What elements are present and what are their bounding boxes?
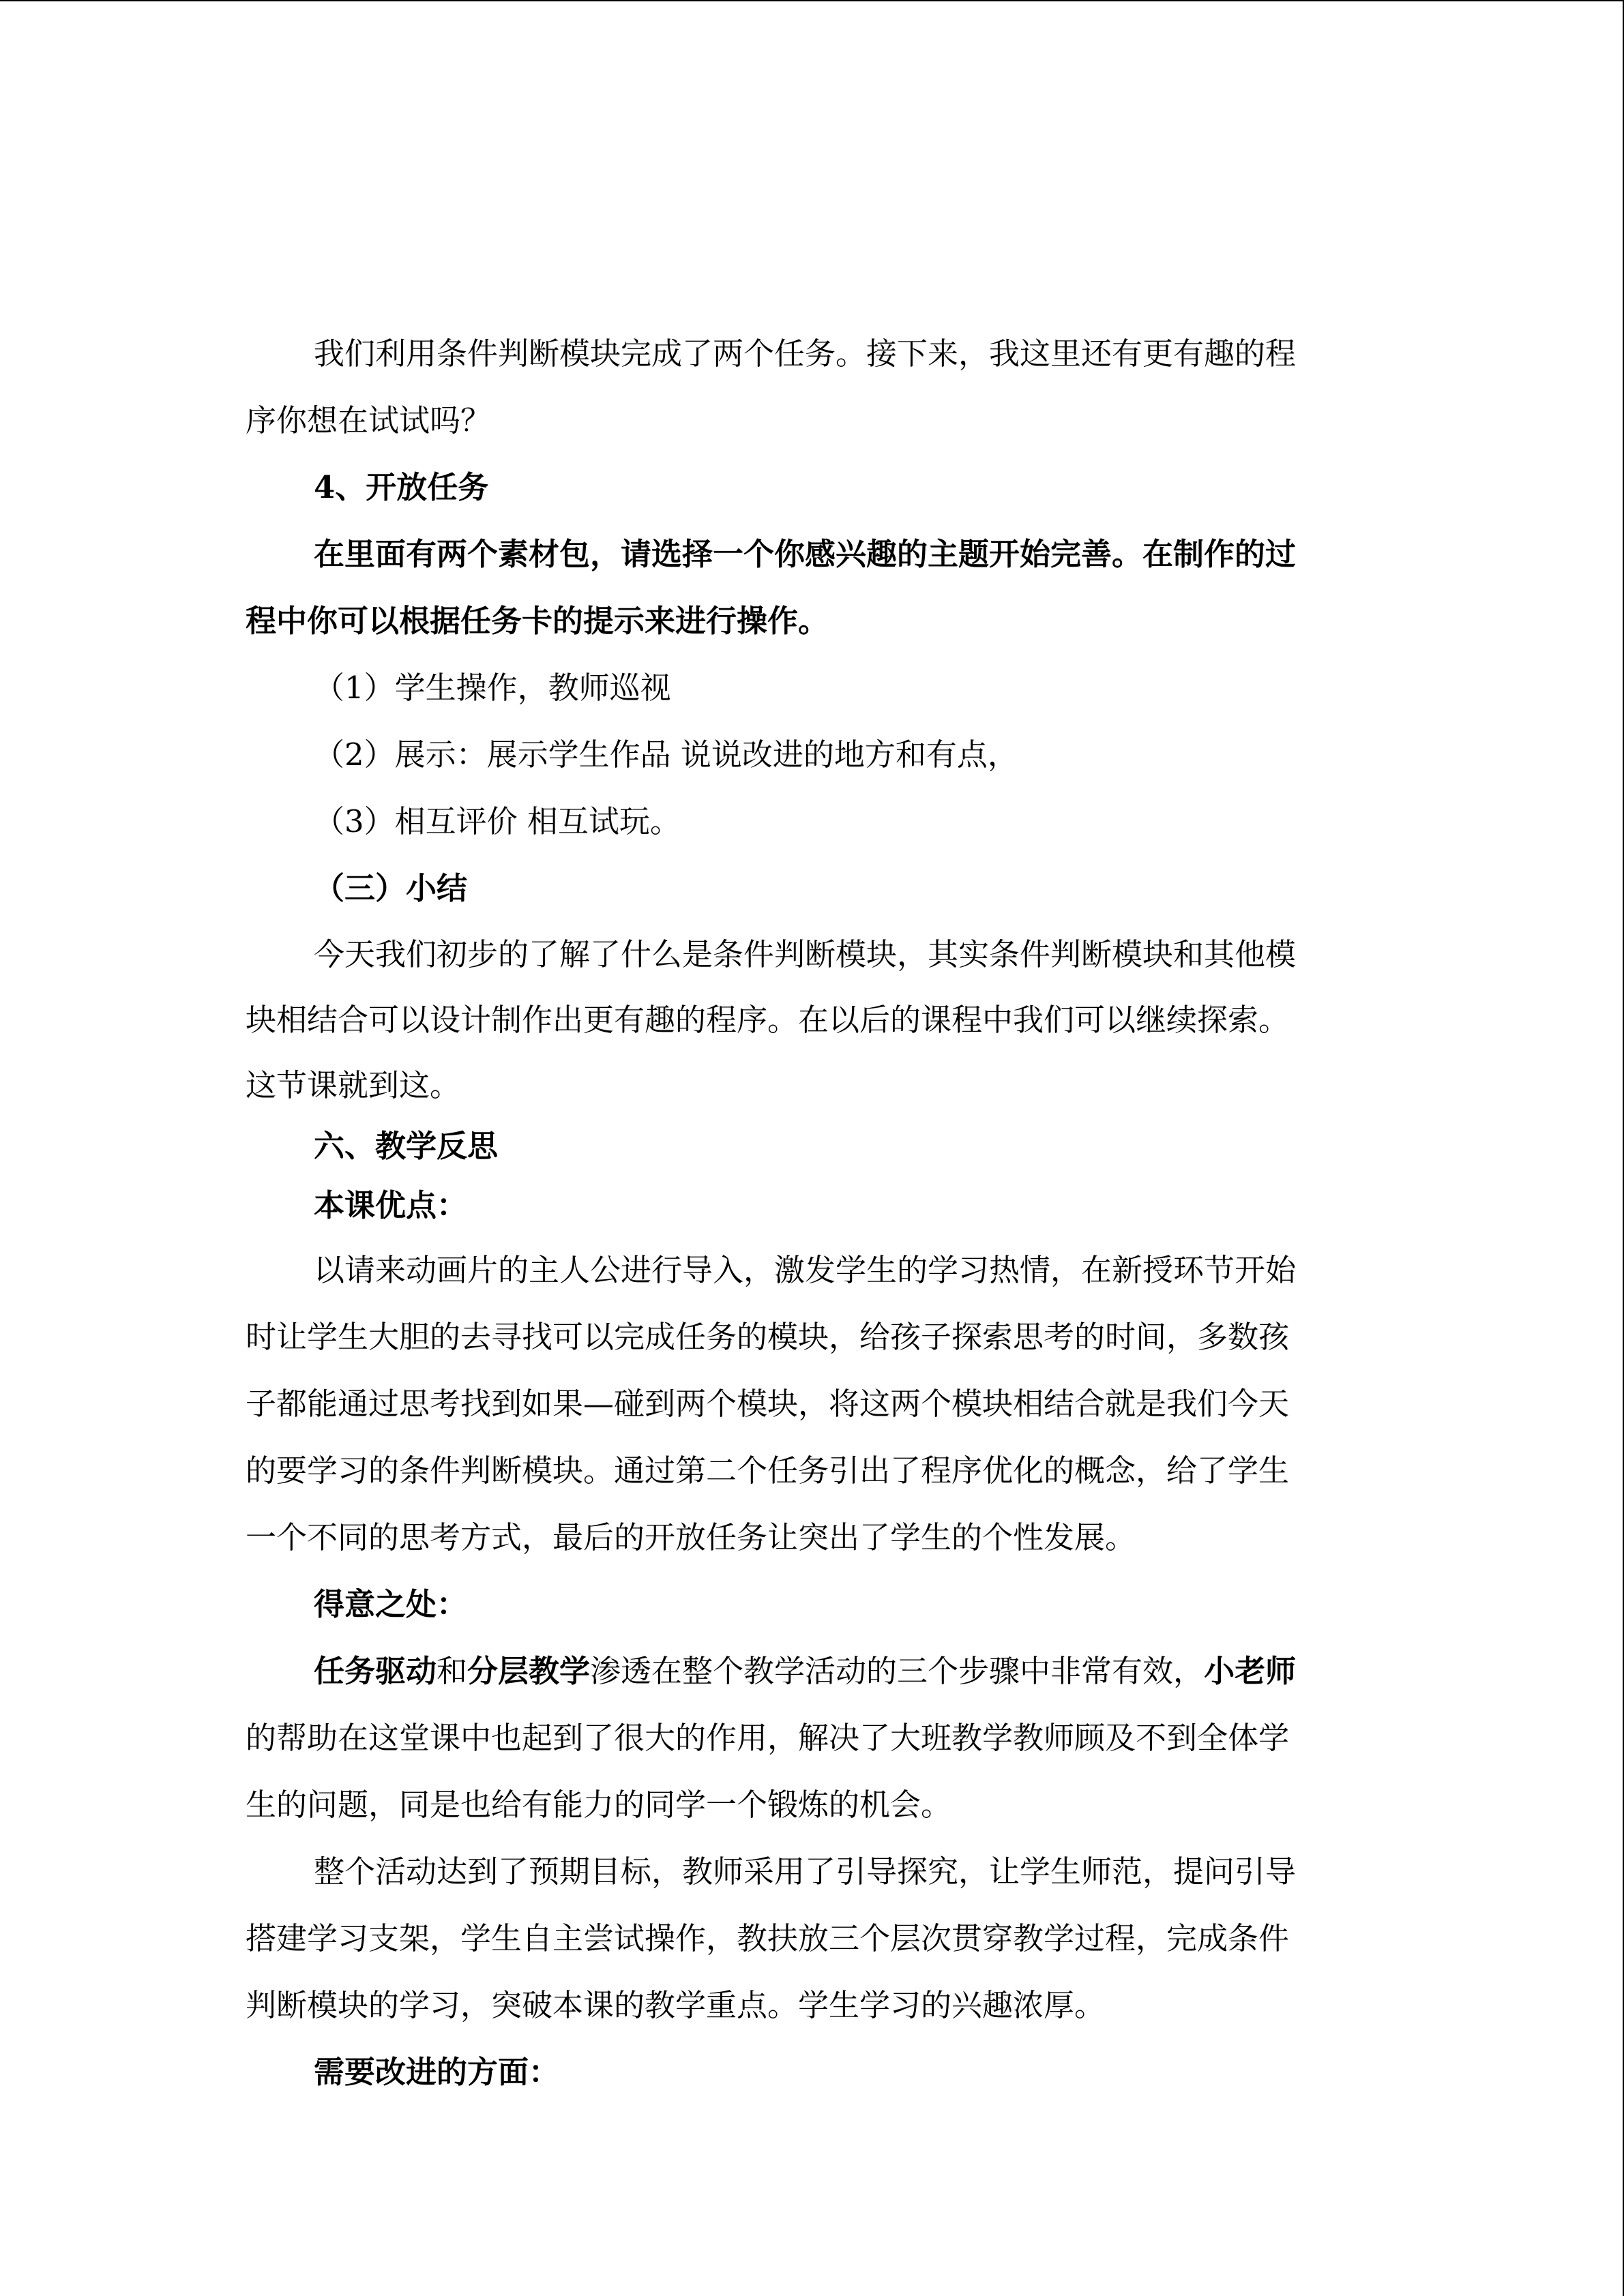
advantages-line-1: 以请来动画片的主人公进行导入，激发学生的学习热情，在新授环节开始 bbox=[314, 1252, 1297, 1288]
advantages-line-5: 一个不同的思考方式，最后的开放任务让突出了学生的个性发展。 bbox=[246, 1519, 1136, 1555]
proud-line-3: 生的问题，同是也给有能力的同学一个锻炼的机会。 bbox=[246, 1787, 952, 1823]
proud-term-task-driven: 任务驱动 bbox=[314, 1653, 437, 1689]
step-2: （2）展示：展示学生作品 说说改进的地方和有点， bbox=[314, 736, 1018, 773]
document-body bbox=[246, 320, 1364, 2106]
summary-line-2: 块相结合可以设计制作出更有趣的程序。在以后的课程中我们可以继续探索。 bbox=[246, 1002, 1290, 1038]
proud-line-2: 的帮助在这堂课中也起到了很大的作用，解决了大班教学教师顾及不到全体学 bbox=[246, 1720, 1290, 1756]
heading-open-task: 4、开放任务 bbox=[314, 469, 489, 505]
goal-line-2: 搭建学习支架，学生自主尝试操作，教扶放三个层次贯穿教学过程，完成条件 bbox=[246, 1920, 1290, 1956]
summary-line-3: 这节课就到这。 bbox=[246, 1067, 461, 1103]
goal-line-3: 判断模块的学习，突破本课的教学重点。学生学习的兴趣浓厚。 bbox=[246, 1987, 1106, 2023]
advantages-line-4: 的要学习的条件判断模块。通过第二个任务引出了程序优化的概念，给了学生 bbox=[246, 1452, 1290, 1489]
proud-term-little-teacher: 小老师 bbox=[1204, 1653, 1297, 1689]
advantages-line-3: 子都能通过思考找到如果—碰到两个模块，将这两个模块相结合就是我们今天 bbox=[246, 1386, 1290, 1422]
heading-improve: 需要改进的方面： bbox=[314, 2054, 560, 2090]
material-line-1: 在里面有两个素材包，请选择一个你感兴趣的主题开始完善。在制作的过 bbox=[314, 536, 1297, 572]
heading-advantages: 本课优点： bbox=[314, 1187, 468, 1223]
heading-reflection: 六、教学反思 bbox=[314, 1128, 499, 1164]
goal-line-1: 整个活动达到了预期目标，教师采用了引导探究，让学生师范，提问引导 bbox=[314, 1853, 1297, 1890]
intro-line-1: 我们利用条件判断模块完成了两个任务。接下来，我这里还有更有趣的程 bbox=[314, 336, 1297, 372]
step-3: （3）相互评价 相互试玩。 bbox=[314, 803, 681, 839]
proud-line-1 bbox=[246, 1638, 1364, 1705]
proud-term-layered-teaching: 分层教学 bbox=[467, 1653, 591, 1689]
heading-summary: （三）小结 bbox=[314, 870, 468, 906]
heading-proud: 得意之处： bbox=[314, 1586, 468, 1622]
intro-line-2: 序你想在试试吗？ bbox=[246, 402, 492, 438]
proud-text-and: 和 bbox=[437, 1653, 468, 1689]
step-1: （1）学生操作，教师巡视 bbox=[314, 670, 671, 706]
material-line-2: 程中你可以根据任务卡的提示来进行操作。 bbox=[246, 603, 829, 639]
proud-text-middle: 渗透在整个教学活动的三个步骤中非常有效， bbox=[590, 1653, 1205, 1689]
summary-line-1: 今天我们初步的了解了什么是条件判断模块，其实条件判断模块和其他模 bbox=[314, 936, 1297, 972]
advantages-line-2: 时让学生大胆的去寻找可以完成任务的模块，给孩子探索思考的时间，多数孩 bbox=[246, 1319, 1290, 1355]
